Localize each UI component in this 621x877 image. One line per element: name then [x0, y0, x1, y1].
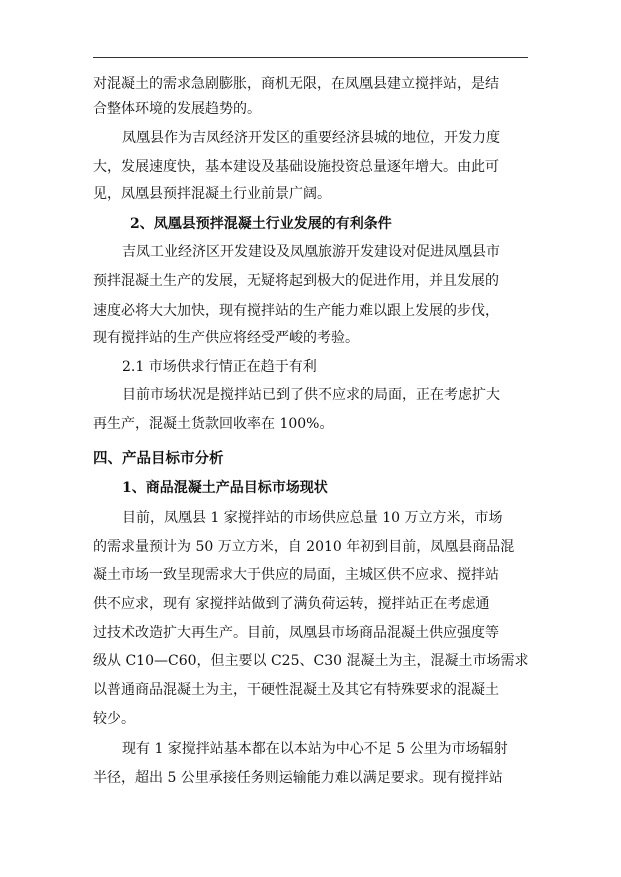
section-heading: 2、凤凰县预拌混凝土行业发展的有利条件 [130, 216, 392, 232]
body-line: 目前，凤凰县 1 家搅拌站的市场供应总量 10 万立方米，市场 [122, 510, 503, 526]
body-line: 合整体环境的发展趋势的。 [93, 101, 261, 117]
header-rule [93, 57, 528, 58]
body-line: 目前市场状况是搅拌站已到了供不应求的局面，正在考虑扩大 [122, 387, 500, 403]
body-line: 以普通商品混凝土为主，干硬性混凝土及其它有特殊要求的混凝土 [93, 682, 499, 698]
body-line: 吉凤工业经济区开发建设及凤凰旅游开发建设对促进凤凰县市 [122, 244, 500, 260]
body-line: 级从 C10—C60，但主要以 C25、C30 混凝土为主，混凝土市场需求 [93, 653, 529, 669]
body-line: 凝土市场一致呈现需求大于供应的局面，主城区供不应求、搅拌站 [93, 567, 499, 583]
section-heading: 1、商品混凝土产品目标市场现状 [122, 480, 328, 496]
subsection-heading: 2.1 市场供求行情正在趋于有利 [122, 359, 317, 375]
body-line: 预拌混凝土生产的发展，无疑将起到极大的促进作用，并且发展的 [93, 273, 499, 289]
body-line: 的需求量预计为 50 万立方米，自 2010 年初到目前，凤凰县商品混 [93, 539, 515, 555]
body-line: 供不应求，现有 家搅拌站做到了满负荷运转，搅拌站正在考虑通 [93, 596, 490, 612]
body-line: 再生产，混凝土货款回收率在 100%。 [93, 416, 334, 432]
chapter-heading: 四、产品目标市分析 [93, 450, 224, 467]
body-line: 速度必将大大加快，现有搅拌站的生产能力难以跟上发展的步伐， [93, 303, 499, 319]
body-line: 对混凝土的需求急剧膨胀，商机无限，在凤凰县建立搅拌站，是结 [93, 76, 499, 92]
body-line: 见，凤凰县预拌混凝土行业前景广阔。 [93, 186, 331, 202]
body-line: 现有搅拌站的生产供应将经受严峻的考验。 [93, 330, 359, 346]
body-line: 凤凰县作为吉凤经济开发区的重要经济县城的地位，开发力度 [122, 130, 500, 146]
body-line: 较少。 [93, 711, 135, 727]
body-line: 大，发展速度快，基本建设及基础设施投资总量逐年增大。由此可 [93, 159, 499, 175]
body-line: 过技术改造扩大再生产。目前，凤凰县市场商品混凝土供应强度等 [93, 625, 499, 641]
body-line: 半径，超出 5 公里承接任务则运输能力难以满足要求。现有搅拌站 [93, 770, 503, 786]
body-line: 现有 1 家搅拌站基本都在以本站为中心不足 5 公里为市场辐射 [122, 741, 508, 757]
